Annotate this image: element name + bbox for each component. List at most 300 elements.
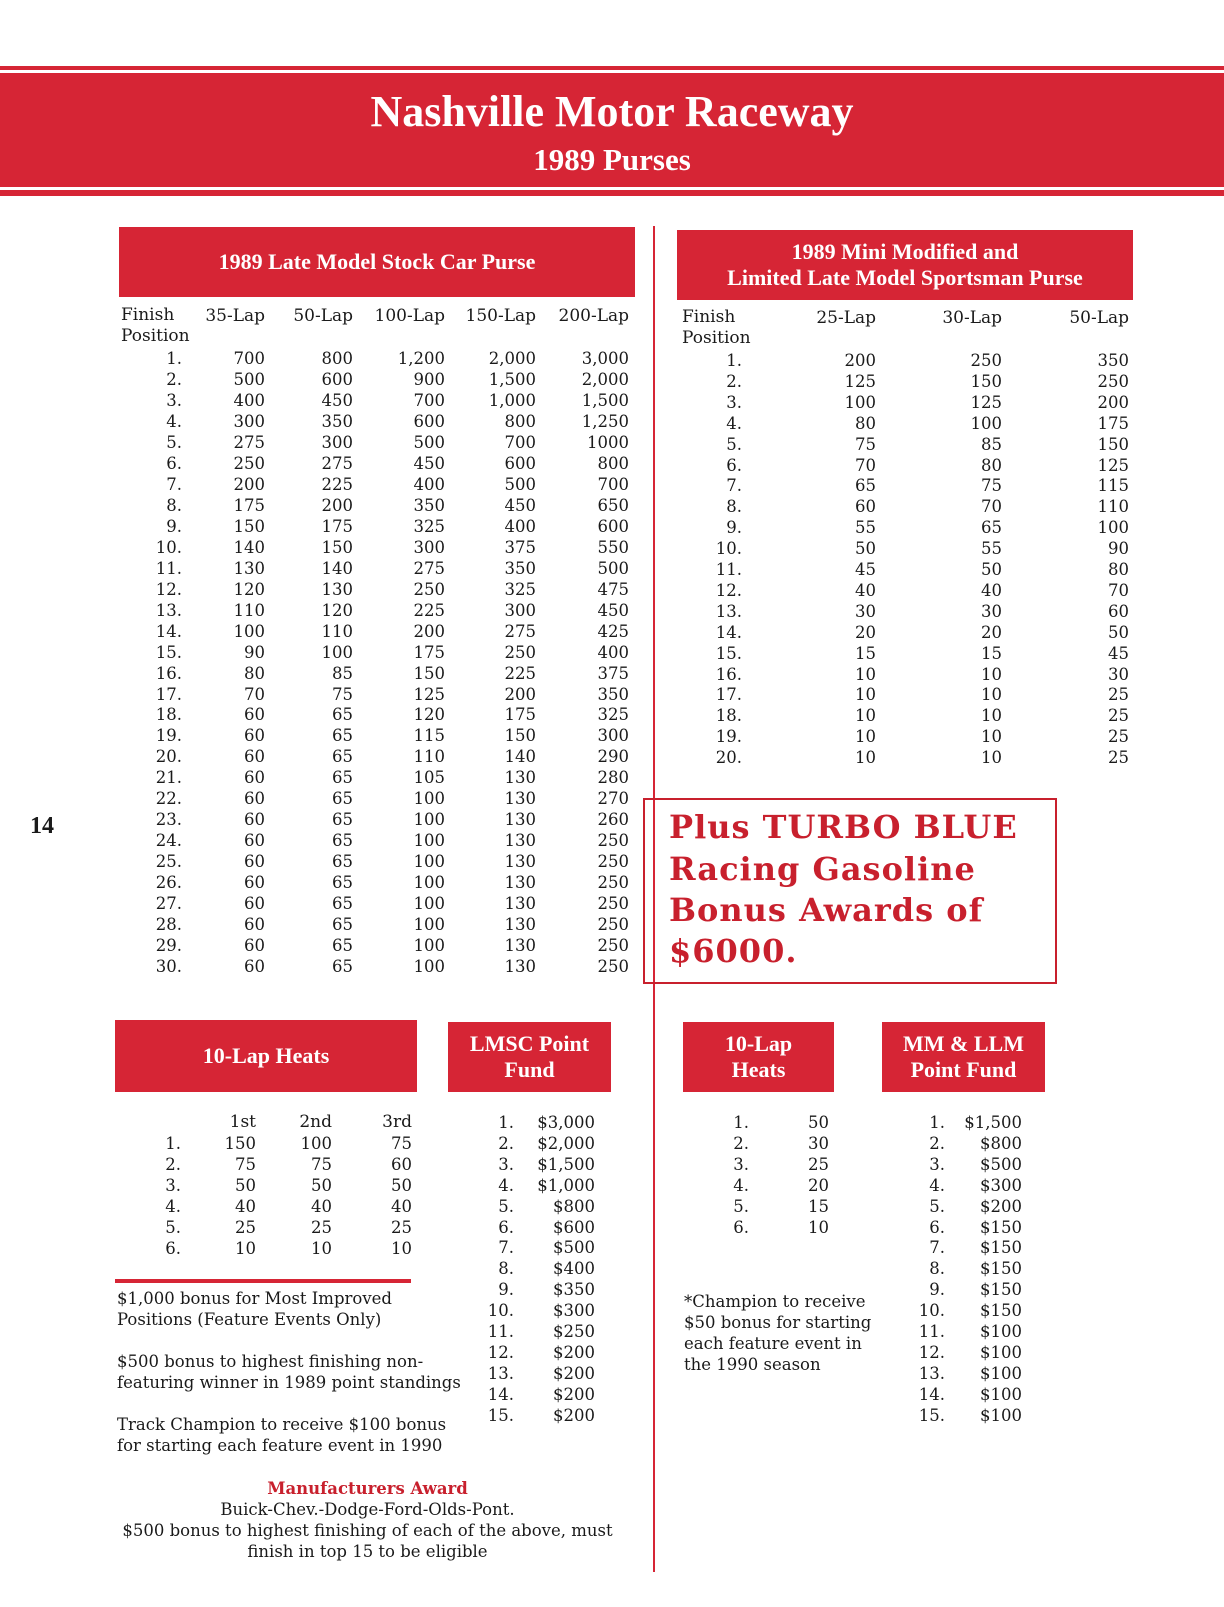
lm-heats-column-header: 1st xyxy=(229,1112,256,1132)
lmsc-fund-row-cell: $1,000 xyxy=(537,1175,595,1195)
late-model-row-cell: 110 xyxy=(413,747,445,767)
mm-heats-row-cell: 6. xyxy=(733,1217,749,1237)
mini-modified-column-header: 25-Lap xyxy=(816,308,876,328)
late-model-row-cell: 325 xyxy=(413,516,445,536)
lm-heats-title: 10-Lap Heats xyxy=(202,1042,330,1068)
manufacturers-line: Buick-Chev.-Dodge-Ford-Olds-Pont. xyxy=(220,1500,515,1519)
mini-modified-row-cell: 175 xyxy=(1097,413,1129,433)
lmsc-fund-row-cell: 9. xyxy=(498,1280,514,1300)
late-model-title-box xyxy=(119,227,635,297)
mini-modified-row-cell: 25 xyxy=(1108,685,1129,705)
mm-heats-row-cell: 4. xyxy=(733,1175,749,1195)
late-model-row-cell: 260 xyxy=(597,810,629,830)
late-model-row-cell: 80 xyxy=(244,663,265,683)
lm-heats-row-cell: 50 xyxy=(391,1175,412,1195)
mini-modified-row-cell: 10 xyxy=(855,685,876,705)
lmsc-fund-row-cell: 6. xyxy=(498,1217,514,1237)
mm-heats-row-cell: 3. xyxy=(733,1154,749,1174)
notes-red-rule xyxy=(115,1279,411,1283)
mini-modified-row-cell: 65 xyxy=(981,518,1002,538)
mm-fund-row-cell: 10. xyxy=(918,1301,945,1321)
late-model-row-cell: 120 xyxy=(321,600,353,620)
late-model-row-cell: 250 xyxy=(597,936,629,956)
note-line: for starting each feature event in 1990 xyxy=(117,1436,443,1455)
late-model-row-cell: 250 xyxy=(597,957,629,977)
late-model-row-cell: 60 xyxy=(244,915,265,935)
lm-heats-title-box xyxy=(115,1020,417,1092)
late-model-row-cell: 24. xyxy=(155,831,182,851)
mini-modified-row-cell: 50 xyxy=(1108,622,1129,642)
late-model-row-cell: 100 xyxy=(233,621,265,641)
late-model-row-cell: 60 xyxy=(244,726,265,746)
lm-heats-row-cell: 3. xyxy=(165,1175,181,1195)
manufacturers-line: $500 bonus to highest finishing of each of the above, must xyxy=(122,1521,613,1540)
late-model-row-cell: 60 xyxy=(244,894,265,914)
late-model-row-cell: 13. xyxy=(155,600,182,620)
mini-modified-row-cell: 30 xyxy=(855,601,876,621)
late-model-row-cell: 65 xyxy=(332,747,353,767)
mini-modified-row-cell: 100 xyxy=(844,392,876,412)
mm-fund-row-cell: $800 xyxy=(980,1133,1022,1153)
late-model-row-cell: 120 xyxy=(233,579,265,599)
late-model-row-cell: 400 xyxy=(504,516,536,536)
lmsc-fund-row-cell: 13. xyxy=(487,1363,514,1383)
note-line: each feature event in xyxy=(684,1334,862,1353)
lm-heats-row-cell: 150 xyxy=(224,1134,256,1153)
late-model-row-cell: 200 xyxy=(413,621,445,641)
manufacturers-award xyxy=(100,1478,635,1562)
mm-heats-title-line1: 10-Lap xyxy=(724,1030,793,1056)
mini-modified-row-cell: 19. xyxy=(715,727,742,747)
mm-heats-title-line2: Heats xyxy=(731,1057,786,1082)
late-model-row-cell: 110 xyxy=(321,621,353,641)
mini-modified-row-cell: 75 xyxy=(855,434,876,454)
mm-fund-row-cell: $100 xyxy=(980,1405,1022,1425)
mini-modified-row-cell: 250 xyxy=(970,351,1002,370)
mini-modified-row-cell: 60 xyxy=(1108,601,1129,621)
mini-modified-row-cell: 20 xyxy=(855,622,876,642)
late-model-row-cell: 3,000 xyxy=(581,349,629,368)
mini-modified-row-cell: 9. xyxy=(726,518,742,538)
lm-heats-row-cell: 50 xyxy=(235,1175,256,1195)
mini-modified-row-cell: 25 xyxy=(1108,727,1129,747)
late-model-row-cell: 65 xyxy=(332,810,353,830)
late-model-row-cell: 150 xyxy=(413,663,445,683)
lmsc-fund-row-cell: 4. xyxy=(498,1175,514,1195)
late-model-row-cell: 600 xyxy=(321,369,353,389)
mini-modified-row-cell: 55 xyxy=(855,518,876,538)
late-model-row-cell: 150 xyxy=(321,537,353,557)
late-model-row-cell: 110 xyxy=(233,600,265,620)
late-model-row-cell: 275 xyxy=(321,453,353,473)
late-model-row-cell: 100 xyxy=(413,915,445,935)
late-model-row-cell: 280 xyxy=(597,768,629,788)
late-model-column-header: 100-Lap xyxy=(374,306,445,326)
lm-heats-row-cell: 75 xyxy=(235,1154,256,1174)
note-line: featuring winner in 1989 point standings xyxy=(117,1373,461,1392)
mm-fund-row-cell: 12. xyxy=(918,1342,945,1362)
late-model-row-cell: 300 xyxy=(597,726,629,746)
mm-heats-title-box xyxy=(683,1022,834,1092)
mini-modified-row-cell: 11. xyxy=(715,560,742,579)
late-model-row-cell: 175 xyxy=(413,642,445,662)
mini-modified-row-cell: 10 xyxy=(981,706,1002,726)
lm-heats-row-cell: 25 xyxy=(311,1217,332,1237)
late-model-row-cell: 350 xyxy=(597,684,629,704)
mini-modified-row-cell: 65 xyxy=(855,476,876,496)
late-model-row-cell: 28. xyxy=(155,915,182,935)
mini-modified-row-cell: 80 xyxy=(855,413,876,433)
late-model-row-cell: 115 xyxy=(413,726,445,746)
late-model-row-cell: 60 xyxy=(244,747,265,767)
lmsc-fund-row-cell: 8. xyxy=(498,1259,514,1279)
late-model-row-cell: 2. xyxy=(166,369,182,389)
late-model-row-cell: 130 xyxy=(504,873,536,893)
mm-fund-row-cell: 3. xyxy=(929,1154,945,1174)
turbo-blue-bonus-box xyxy=(643,798,1057,984)
late-model-row-cell: 21. xyxy=(155,768,182,788)
mm-heats-row-cell: 30 xyxy=(808,1133,829,1153)
late-model-row-cell: 140 xyxy=(321,558,353,578)
mm-heats-row-cell: 10 xyxy=(808,1217,829,1237)
mm-fund-row-cell: $150 xyxy=(980,1301,1022,1321)
late-model-column-header: 35-Lap xyxy=(205,306,265,326)
lmsc-fund-row-cell: $3,000 xyxy=(537,1113,595,1132)
lmsc-fund-row-cell: $2,000 xyxy=(537,1133,595,1153)
late-model-row-cell: 300 xyxy=(413,537,445,557)
late-model-row-cell: 250 xyxy=(504,642,536,662)
mm-fund-row-cell: $200 xyxy=(980,1196,1022,1216)
late-model-row-cell: 12. xyxy=(155,579,182,599)
finish-label: Finish xyxy=(682,307,736,327)
banner-top-rule xyxy=(0,70,1224,73)
mm-fund-row-cell: 6. xyxy=(929,1217,945,1237)
late-model-row-cell: 225 xyxy=(504,663,536,683)
page-title: Nashville Motor Raceway xyxy=(370,87,854,136)
mini-modified-row-cell: 25 xyxy=(1108,706,1129,726)
lm-heats-row-cell: 6. xyxy=(165,1238,181,1258)
bonus-line-3: Bonus Awards of xyxy=(669,891,984,929)
lm-heats-row-cell: 10 xyxy=(235,1238,256,1258)
late-model-row-cell: 500 xyxy=(597,558,629,578)
late-model-row-cell: 22. xyxy=(155,789,182,809)
mini-modified-row-cell: 14. xyxy=(715,622,742,642)
late-model-row-cell: 100 xyxy=(413,873,445,893)
mini-modified-row-cell: 6. xyxy=(726,455,742,475)
mini-modified-row-cell: 10 xyxy=(981,685,1002,705)
mm-heats-row-cell: 25 xyxy=(808,1154,829,1174)
mini-modified-row-cell: 90 xyxy=(1108,539,1129,559)
note-line: $50 bonus for starting xyxy=(684,1313,872,1332)
mini-modified-title-line1: 1989 Mini Modified and xyxy=(791,238,1019,264)
mm-fund-row-cell: 4. xyxy=(929,1175,945,1195)
late-model-row-cell: 175 xyxy=(321,516,353,536)
mm-fund-row-cell: 9. xyxy=(929,1280,945,1300)
mm-fund-row-cell: $100 xyxy=(980,1363,1022,1383)
lmsc-fund-row-cell: 7. xyxy=(498,1238,514,1258)
banner-bottom-rule xyxy=(0,187,1224,190)
mm-heats-row-cell: 2. xyxy=(733,1133,749,1153)
mini-modified-row-cell: 70 xyxy=(1108,580,1129,600)
late-model-row-cell: 100 xyxy=(413,831,445,851)
late-model-row-cell: 9. xyxy=(166,516,182,536)
header-banner xyxy=(0,66,1224,196)
late-model-row-cell: 65 xyxy=(332,936,353,956)
late-model-row-cell: 275 xyxy=(233,432,265,452)
late-model-row-cell: 19. xyxy=(155,726,182,746)
late-model-row-cell: 130 xyxy=(504,831,536,851)
late-model-row-cell: 475 xyxy=(597,579,629,599)
late-model-row-cell: 700 xyxy=(597,474,629,494)
late-model-row-cell: 125 xyxy=(413,684,445,704)
late-model-row-cell: 65 xyxy=(332,831,353,851)
lmsc-fund-row-cell: 10. xyxy=(487,1301,514,1321)
mini-modified-column-header: 30-Lap xyxy=(942,308,1002,328)
mm-fund-row-cell: 2. xyxy=(929,1133,945,1153)
late-model-row-cell: 15. xyxy=(155,642,182,662)
late-model-row-cell: 130 xyxy=(504,915,536,935)
mini-modified-row-cell: 10 xyxy=(855,664,876,684)
note-line: $500 bonus to highest finishing non- xyxy=(117,1352,424,1371)
note-line: the 1990 season xyxy=(684,1355,821,1374)
lm-heats-row-cell: 75 xyxy=(311,1154,332,1174)
late-model-row-cell: 140 xyxy=(504,747,536,767)
lm-heats-row-cell: 25 xyxy=(235,1217,256,1237)
mm-fund-row-cell: 8. xyxy=(929,1259,945,1279)
mini-modified-row-cell: 150 xyxy=(970,371,1002,391)
late-model-column-header: 200-Lap xyxy=(558,306,629,326)
late-model-row-cell: 18. xyxy=(155,705,182,725)
lmsc-fund-title-line1: LMSC Point xyxy=(469,1030,590,1056)
mini-modified-row-cell: 10 xyxy=(855,706,876,726)
mini-modified-row-cell: 250 xyxy=(1097,371,1129,391)
late-model-row-cell: 130 xyxy=(504,852,536,872)
late-model-row-cell: 175 xyxy=(504,705,536,725)
late-model-row-cell: 100 xyxy=(321,642,353,662)
non-featuring-winner-note xyxy=(117,1351,461,1393)
late-model-row-cell: 600 xyxy=(413,411,445,431)
lmsc-fund-row-cell: $300 xyxy=(553,1301,595,1321)
late-model-row-cell: 100 xyxy=(413,810,445,830)
mm-fund-row-cell: 14. xyxy=(918,1384,945,1404)
mini-modified-row-cell: 50 xyxy=(855,539,876,559)
mini-modified-row-cell: 100 xyxy=(970,413,1002,433)
mini-modified-row-cell: 40 xyxy=(981,580,1002,600)
mini-modified-row-cell: 8. xyxy=(726,497,742,517)
lmsc-fund-row-cell: $500 xyxy=(553,1238,595,1258)
late-model-row-cell: 65 xyxy=(332,873,353,893)
late-model-row-cell: 250 xyxy=(597,831,629,851)
mm-fund-title-box xyxy=(882,1022,1045,1092)
late-model-row-cell: 550 xyxy=(597,537,629,557)
mini-modified-row-cell: 16. xyxy=(715,664,742,684)
lmsc-fund-row-cell: $200 xyxy=(553,1363,595,1383)
late-model-row-cell: 10. xyxy=(155,537,182,557)
late-model-row-cell: 300 xyxy=(233,411,265,431)
mini-modified-row-cell: 10 xyxy=(855,727,876,747)
mini-modified-row-cell: 12. xyxy=(715,580,742,600)
late-model-row-cell: 325 xyxy=(504,579,536,599)
late-model-row-cell: 150 xyxy=(504,726,536,746)
late-model-row-cell: 2,000 xyxy=(581,369,629,389)
late-model-row-cell: 65 xyxy=(332,957,353,977)
lmsc-fund-row-cell: 15. xyxy=(487,1405,514,1425)
late-model-row-cell: 350 xyxy=(413,495,445,515)
mini-modified-row-cell: 200 xyxy=(1097,392,1129,412)
late-model-row-cell: 1,500 xyxy=(488,369,536,389)
mini-modified-row-cell: 125 xyxy=(970,392,1002,412)
late-model-row-cell: 250 xyxy=(597,852,629,872)
mini-modified-row-cell: 15. xyxy=(715,643,742,663)
late-model-row-cell: 450 xyxy=(597,600,629,620)
mini-modified-title-line2: Limited Late Model Sportsman Purse xyxy=(727,265,1083,290)
mini-modified-row-cell: 10 xyxy=(981,664,1002,684)
mini-modified-row-cell: 18. xyxy=(715,706,742,726)
mini-modified-row-cell: 100 xyxy=(1097,518,1129,538)
late-model-row-cell: 800 xyxy=(504,411,536,431)
late-model-row-cell: 450 xyxy=(413,453,445,473)
late-model-row-cell: 2,000 xyxy=(488,349,536,368)
late-model-row-cell: 275 xyxy=(413,558,445,578)
late-model-row-cell: 325 xyxy=(597,705,629,725)
late-model-row-cell: 225 xyxy=(413,600,445,620)
late-model-row-cell: 130 xyxy=(504,957,536,977)
lmsc-fund-row-cell: 14. xyxy=(487,1384,514,1404)
late-model-row-cell: 65 xyxy=(332,726,353,746)
late-model-row-cell: 250 xyxy=(413,579,445,599)
late-model-row-cell: 1. xyxy=(166,349,182,368)
mm-fund-row-cell: 7. xyxy=(929,1238,945,1258)
late-model-row-cell: 5. xyxy=(166,432,182,452)
lmsc-fund-title-box xyxy=(448,1022,611,1092)
mini-modified-row-cell: 30 xyxy=(981,601,1002,621)
bonus-line-4: $6000. xyxy=(669,932,798,970)
mini-modified-row-cell: 80 xyxy=(981,455,1002,475)
mm-fund-row-cell: $150 xyxy=(980,1217,1022,1237)
mm-fund-row-cell: 13. xyxy=(918,1363,945,1383)
mm-fund-row-cell: $100 xyxy=(980,1384,1022,1404)
mm-fund-row-cell: $150 xyxy=(980,1238,1022,1258)
late-model-row-cell: 100 xyxy=(413,936,445,956)
late-model-row-cell: 120 xyxy=(413,705,445,725)
mm-heats-row-cell: 5. xyxy=(733,1196,749,1216)
late-model-row-cell: 1,500 xyxy=(581,390,629,410)
late-model-row-cell: 65 xyxy=(332,894,353,914)
mini-modified-row-cell: 7. xyxy=(726,476,742,496)
late-model-row-cell: 105 xyxy=(413,768,445,788)
late-model-row-cell: 75 xyxy=(332,684,353,704)
note-line: *Champion to receive xyxy=(684,1292,866,1311)
late-model-row-cell: 60 xyxy=(244,852,265,872)
late-model-row-cell: 26. xyxy=(155,873,182,893)
late-model-row-cell: 200 xyxy=(233,474,265,494)
lmsc-fund-row-cell: $350 xyxy=(553,1280,595,1300)
late-model-row-cell: 85 xyxy=(332,663,353,683)
lmsc-fund-row-cell: $200 xyxy=(553,1342,595,1362)
late-model-row-cell: 1,250 xyxy=(581,411,629,431)
late-model-row-cell: 23. xyxy=(155,810,182,830)
position-label: Position xyxy=(121,326,190,346)
mini-modified-row-cell: 10 xyxy=(981,727,1002,747)
lmsc-fund-row-cell: $600 xyxy=(553,1217,595,1237)
mini-modified-column-header: 50-Lap xyxy=(1069,308,1129,328)
mm-fund-row-cell: 5. xyxy=(929,1196,945,1216)
mini-modified-row-cell: 15 xyxy=(855,643,876,663)
mini-modified-row-cell: 45 xyxy=(855,560,876,579)
late-model-row-cell: 65 xyxy=(332,705,353,725)
mm-fund-row-cell: $100 xyxy=(980,1322,1022,1341)
mini-modified-row-cell: 4. xyxy=(726,413,742,433)
late-model-row-cell: 250 xyxy=(597,915,629,935)
late-model-column-header: 50-Lap xyxy=(293,306,353,326)
lmsc-fund-row-cell: 11. xyxy=(487,1322,514,1341)
bonus-line-1: Plus TURBO BLUE xyxy=(669,808,1018,846)
late-model-row-cell: 500 xyxy=(233,369,265,389)
mm-fund-row-cell: 15. xyxy=(918,1405,945,1425)
late-model-row-cell: 65 xyxy=(332,852,353,872)
lm-heats-row-cell: 4. xyxy=(165,1196,181,1216)
lm-heats-row-cell: 50 xyxy=(311,1175,332,1195)
manufacturers-line: finish in top 15 to be eligible xyxy=(247,1542,488,1561)
lmsc-fund-row-cell: $200 xyxy=(553,1405,595,1425)
mini-modified-row-cell: 20 xyxy=(981,622,1002,642)
mm-fund-row-cell: $150 xyxy=(980,1259,1022,1279)
mini-modified-row-cell: 80 xyxy=(1108,560,1129,579)
note-line: Track Champion to receive $100 bonus xyxy=(117,1415,447,1434)
lm-heats-row-cell: 2. xyxy=(165,1154,181,1174)
mini-modified-row-cell: 85 xyxy=(981,434,1002,454)
mm-fund-row-cell: $100 xyxy=(980,1342,1022,1362)
late-model-row-cell: 25. xyxy=(155,852,182,872)
manufacturers-award-title: Manufacturers Award xyxy=(267,1479,468,1498)
late-model-row-cell: 650 xyxy=(597,495,629,515)
late-model-row-cell: 130 xyxy=(504,768,536,788)
lm-heats-column-header: 3rd xyxy=(382,1112,412,1132)
late-model-row-cell: 60 xyxy=(244,936,265,956)
mm-fund-title-line1: MM & LLM xyxy=(903,1030,1024,1056)
late-model-row-cell: 140 xyxy=(233,537,265,557)
mm-fund-row-cell: 1. xyxy=(929,1113,945,1132)
page-number: 14 xyxy=(30,813,54,839)
late-model-row-cell: 60 xyxy=(244,705,265,725)
lm-heats-row-cell: 100 xyxy=(300,1134,332,1153)
late-model-row-cell: 400 xyxy=(233,390,265,410)
mini-modified-row-cell: 30 xyxy=(1108,664,1129,684)
late-model-row-cell: 200 xyxy=(504,684,536,704)
mm-fund-row-cell: $1,500 xyxy=(964,1113,1022,1132)
late-model-row-cell: 450 xyxy=(321,390,353,410)
lmsc-fund-row-cell: $200 xyxy=(553,1384,595,1404)
late-model-row-cell: 130 xyxy=(321,579,353,599)
late-model-row-cell: 16. xyxy=(155,663,182,683)
page-subtitle: 1989 Purses xyxy=(533,142,691,177)
late-model-row-cell: 60 xyxy=(244,789,265,809)
late-model-row-cell: 7. xyxy=(166,474,182,494)
late-model-row-cell: 130 xyxy=(504,789,536,809)
mini-modified-row-cell: 200 xyxy=(844,351,876,370)
late-model-row-cell: 4. xyxy=(166,411,182,431)
mm-heats-row-cell: 15 xyxy=(808,1196,829,1216)
mini-modified-row-cell: 70 xyxy=(981,497,1002,517)
late-model-row-cell: 700 xyxy=(413,390,445,410)
late-model-row-cell: 20. xyxy=(155,747,182,767)
late-model-row-cell: 29. xyxy=(155,936,182,956)
late-model-row-cell: 8. xyxy=(166,495,182,515)
most-improved-note xyxy=(117,1288,392,1330)
late-model-row-cell: 1,200 xyxy=(397,349,445,368)
late-model-row-cell: 60 xyxy=(244,831,265,851)
late-model-row-cell: 375 xyxy=(504,537,536,557)
